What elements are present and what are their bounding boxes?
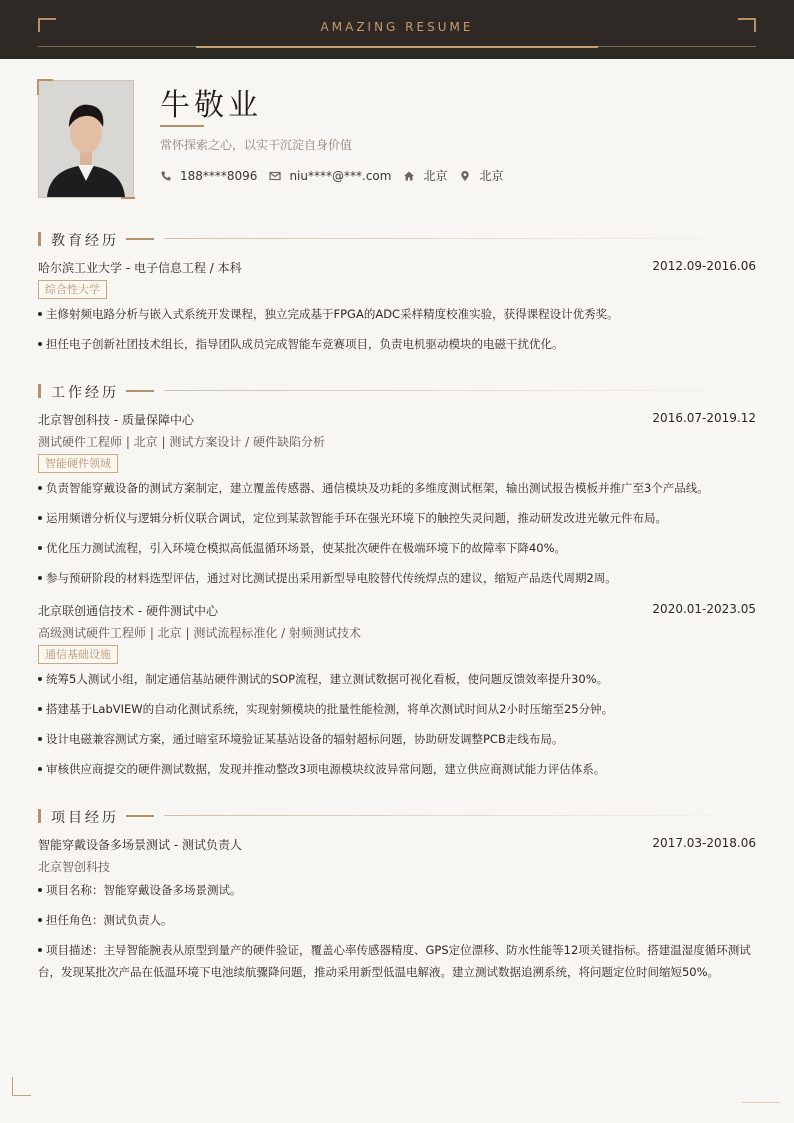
candidate-name: 牛敬业 xyxy=(160,88,262,123)
section-education-header xyxy=(38,231,756,247)
bullet-item: 设计电磁兼容测试方案，通过暗室环境验证某基站设备的辐射超标问题，协助研发调整PCB走线布局。 xyxy=(38,728,756,750)
contact-location xyxy=(459,167,503,184)
bullet-dot xyxy=(38,948,42,952)
contact-text: 北京 xyxy=(423,169,448,183)
section-rule xyxy=(164,238,764,239)
section-title: 工作经历 xyxy=(51,385,119,401)
entry-heading: 智能穿戴设备多场景测试 - 测试负责人 xyxy=(38,838,242,852)
bullet-dot xyxy=(38,486,42,490)
contact-phone xyxy=(160,169,257,183)
bullet-item: 主修射频电路分析与嵌入式系统开发课程，独立完成基于FPGA的ADC采样精度校准实验，获得课程设计优秀奖。 xyxy=(38,303,756,325)
section-rule-accent xyxy=(126,238,154,240)
avatar xyxy=(38,80,134,198)
contact-text: 188****8096 xyxy=(180,168,258,183)
entry-date: 2012.09-2016.06 xyxy=(652,259,756,273)
contact-email xyxy=(269,169,391,183)
entry-heading: 北京联创通信技术 - 硬件测试中心 xyxy=(38,604,218,618)
bullet-dot xyxy=(38,576,42,580)
bullet-dot xyxy=(38,707,42,711)
bullet-dot xyxy=(38,677,42,681)
bullet-item: 参与预研阶段的材料选型评估，通过对比测试提出采用新型导电胶替代传统焊点的建议，缩短产品迭代周期2周。 xyxy=(38,567,756,589)
bullet-item: 项目名称：智能穿戴设备多场景测试。 xyxy=(38,879,756,901)
entry-date: 2020.01-2023.05 xyxy=(652,602,756,616)
footer-corner-ornament xyxy=(12,1077,31,1096)
contact-text: niu****@***.com xyxy=(289,168,392,183)
bullet-dot xyxy=(38,312,42,316)
entry-tag: 综合性大学 xyxy=(38,280,107,299)
bullet-dot xyxy=(38,516,42,520)
photo-corner-ornament xyxy=(121,197,135,199)
bullet-dot xyxy=(38,737,42,741)
entry-tag: 通信基础设施 xyxy=(38,645,118,664)
section-work-header xyxy=(38,383,756,399)
section-rule-accent xyxy=(126,815,154,817)
bullet-item: 审核供应商提交的硬件测试数据，发现并推动整改3项电源模块纹波异常问题，建立供应商测试能力评估体系。 xyxy=(38,758,756,780)
bullet-dot xyxy=(38,342,42,346)
section-rule xyxy=(164,815,764,816)
section-marker xyxy=(38,232,41,246)
entry-heading: 北京智创科技 - 质量保障中心 xyxy=(38,413,194,427)
contact-list xyxy=(160,167,515,184)
home-icon xyxy=(403,170,415,182)
entry-heading: 哈尔滨工业大学 - 电子信息工程 / 本科 xyxy=(38,261,242,275)
bullet-item: 负责智能穿戴设备的测试方案制定，建立覆盖传感器、通信模块及功耗的多维度测试框架，输出测试报告模板并推广至3个产品线。 xyxy=(38,477,756,499)
bullet-item: 统筹5人测试小组，制定通信基站硬件测试的SOP流程，建立测试数据可视化看板，使问题反馈效率提升30%。 xyxy=(38,668,756,690)
bullet-dot xyxy=(38,888,42,892)
entry-tag: 智能硬件领域 xyxy=(38,454,118,473)
bullet-item: 优化压力测试流程，引入环境仓模拟高低温循环场景，使某批次硬件在极端环境下的故障率下降40%。 xyxy=(38,537,756,559)
bullet-item: 搭建基于LabVIEW的自动化测试系统，实现射频模块的批量性能检测，将单次测试时间从2小时压缩至25分钟。 xyxy=(38,698,756,720)
bullet-item: 运用频谱分析仪与逻辑分析仪联合调试，定位到某款智能手环在强光环境下的触控失灵问题，推动研发改进光敏元件布局。 xyxy=(38,507,756,529)
entry-subtitle: 测试硬件工程师 | 北京 | 测试方案设计 / 硬件缺陷分析 xyxy=(38,435,326,449)
section-rule xyxy=(164,390,764,391)
section-title: 教育经历 xyxy=(51,233,119,249)
section-marker xyxy=(38,384,41,398)
photo-corner-ornament xyxy=(37,79,53,95)
entry-date: 2017.03-2018.06 xyxy=(652,836,756,850)
header-bar xyxy=(0,0,794,59)
profile-photo xyxy=(38,80,134,198)
contact-text: 北京 xyxy=(479,169,504,183)
phone-icon xyxy=(160,170,172,182)
entry-date: 2016.07-2019.12 xyxy=(652,411,756,425)
bullet-dot xyxy=(38,918,42,922)
brand-title: AMAZING RESUME xyxy=(320,20,474,34)
section-rule-accent xyxy=(126,390,154,392)
bullet-item: 担任角色：测试负责人。 xyxy=(38,909,756,931)
motto: 常怀探索之心，以实干沉淀自身价值 xyxy=(160,138,353,152)
header-rule-accent xyxy=(196,46,598,48)
bullet-dot xyxy=(38,767,42,771)
bullet-item: 项目描述：主导智能腕表从原型到量产的硬件验证，覆盖心率传感器精度、GPS定位漂移、防水性能等12项关键指标。搭建温湿度循环测试台，发现某批次产品在低温环境下电池续航骤降问题，推动采用新型低温电解液。建立测试数据追溯系统，将问题定位时间缩短50%。 xyxy=(38,943,751,979)
mail-icon xyxy=(269,170,281,182)
bullet-dot xyxy=(38,546,42,550)
entry-subtitle: 高级测试硬件工程师 | 北京 | 测试流程标准化 / 射频测试技术 xyxy=(38,626,362,640)
contact-home xyxy=(403,167,447,184)
section-marker xyxy=(38,809,41,823)
section-title: 项目经历 xyxy=(51,810,119,826)
footer-rule xyxy=(742,1102,780,1103)
location-pin-icon xyxy=(459,170,471,182)
name-underline xyxy=(160,125,204,127)
bullet-item: 担任电子创新社团技术组长，指导团队成员完成智能车竞赛项目，负责电机驱动模块的电磁干扰优化。 xyxy=(38,333,756,355)
entry-subtitle: 北京智创科技 xyxy=(38,860,111,874)
section-projects-header xyxy=(38,808,756,824)
